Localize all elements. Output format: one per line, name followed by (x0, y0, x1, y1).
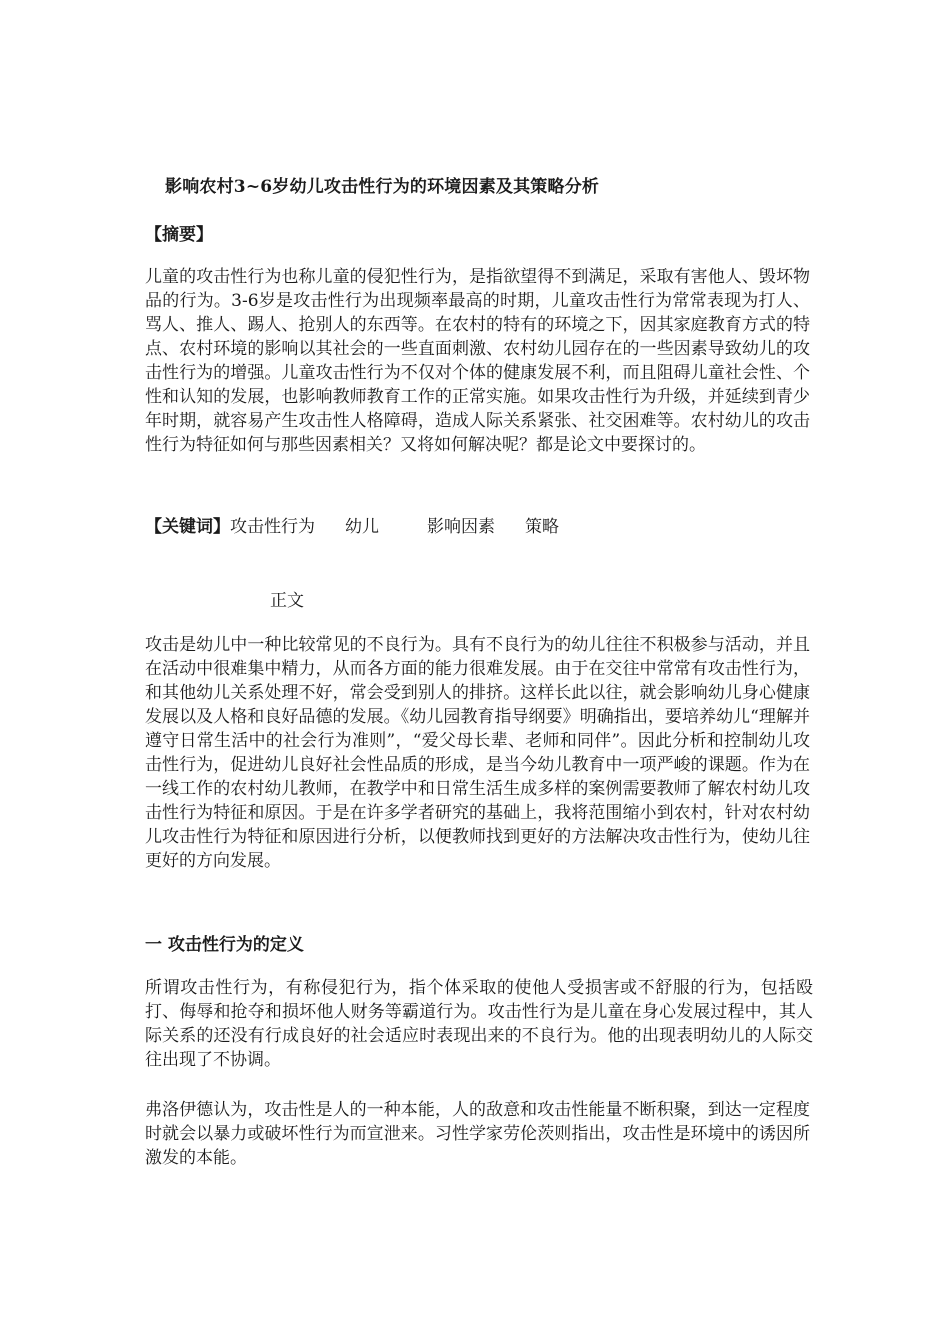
freud-paragraph: 弗洛伊德认为，攻击性是人的一种本能，人的敌意和攻击性能量不断积聚，到达一定程度时就会以暴力或破坏性行为而宣泄来。习性学家劳伦茨则指出，攻击性是环境中的诱因所激发的本能。 (145, 1100, 810, 1168)
keyword-item: 影响因素 (427, 517, 495, 537)
section-heading-definition: 一 攻击性行为的定义 (145, 935, 304, 955)
keywords-label: 【关键词】 (145, 517, 230, 537)
definition-paragraph: 所谓攻击性行为，有称侵犯行为，指个体采取的使他人受损害或不舒服的行为，包括殴打、侮辱和抢夺和损坏他人财务等霸道行为。攻击性行为是儿童在身心发展过程中，其人际关系的还没有行成良好的社会适应时表现出来的不良行为。他的出现表明幼儿的人际交往出现了不协调。 (145, 978, 813, 1070)
body-heading: 正文 (270, 591, 304, 611)
document-title: 影响农村3~6岁幼儿攻击性行为的环境因素及其策略分析 (165, 177, 600, 197)
keyword-item: 攻击性行为 (230, 517, 315, 537)
keywords-line (145, 512, 559, 537)
abstract-heading: 【摘要】 (145, 225, 213, 245)
keyword-item: 策略 (525, 517, 559, 537)
keyword-item: 幼儿 (345, 517, 379, 537)
abstract-paragraph: 儿童的攻击性行为也称儿童的侵犯性行为，是指欲望得不到满足，采取有害他人、毁坏物品的行为。3-6岁是攻击性行为出现频率最高的时期，儿童攻击性行为常常表现为打人、骂人、推人、踢人、抢别人的东西等。在农村的特有的环境之下，因其家庭教育方式的特点、农村环境的影响以其社会的一些直面刺激、农村幼儿园存在的一些因素导致幼儿的攻击性行为的增强。儿童攻击性行为不仅对个体的健康发展不利，而且阻碍儿童社会性、个性和认知的发展，也影响教师教育工作的正常实施。如果攻击性行为升级，并延续到青少年时期，就容易产生攻击性人格障碍，造成人际关系紧张、社交困难等。农村幼儿的攻击性行为特征如何与那些因素相关？又将如何解决呢？都是论文中要探讨的。 (145, 267, 810, 455)
intro-paragraph: 攻击是幼儿中一种比较常见的不良行为。具有不良行为的幼儿往往不积极参与活动，并且在活动中很难集中精力，从而各方面的能力很难发展。由于在交往中常常有攻击性行为，和其他幼儿关系处理不好，常会受到别人的排挤。这样长此以往，就会影响幼儿身心健康发展以及人格和良好品德的发展。《幼儿园教育指导纲要》明确指出，要培养幼儿“理解并遵守日常生活中的社会行为准则”，“爱父母长辈、老师和同伴”。因此分析和控制幼儿攻击性行为，促进幼儿良好社会性品质的形成，是当今幼儿教育中一项严峻的课题。作为在一线工作的农村幼儿教师，在教学中和日常生活生成多样的案例需要教师了解农村幼儿攻击性行为特征和原因。于是在许多学者研究的基础上，我将范围缩小到农村，针对农村幼儿攻击性行为特征和原因进行分析，以便教师找到更好的方法解决攻击性行为，使幼儿往更好的方向发展。 (145, 635, 810, 871)
